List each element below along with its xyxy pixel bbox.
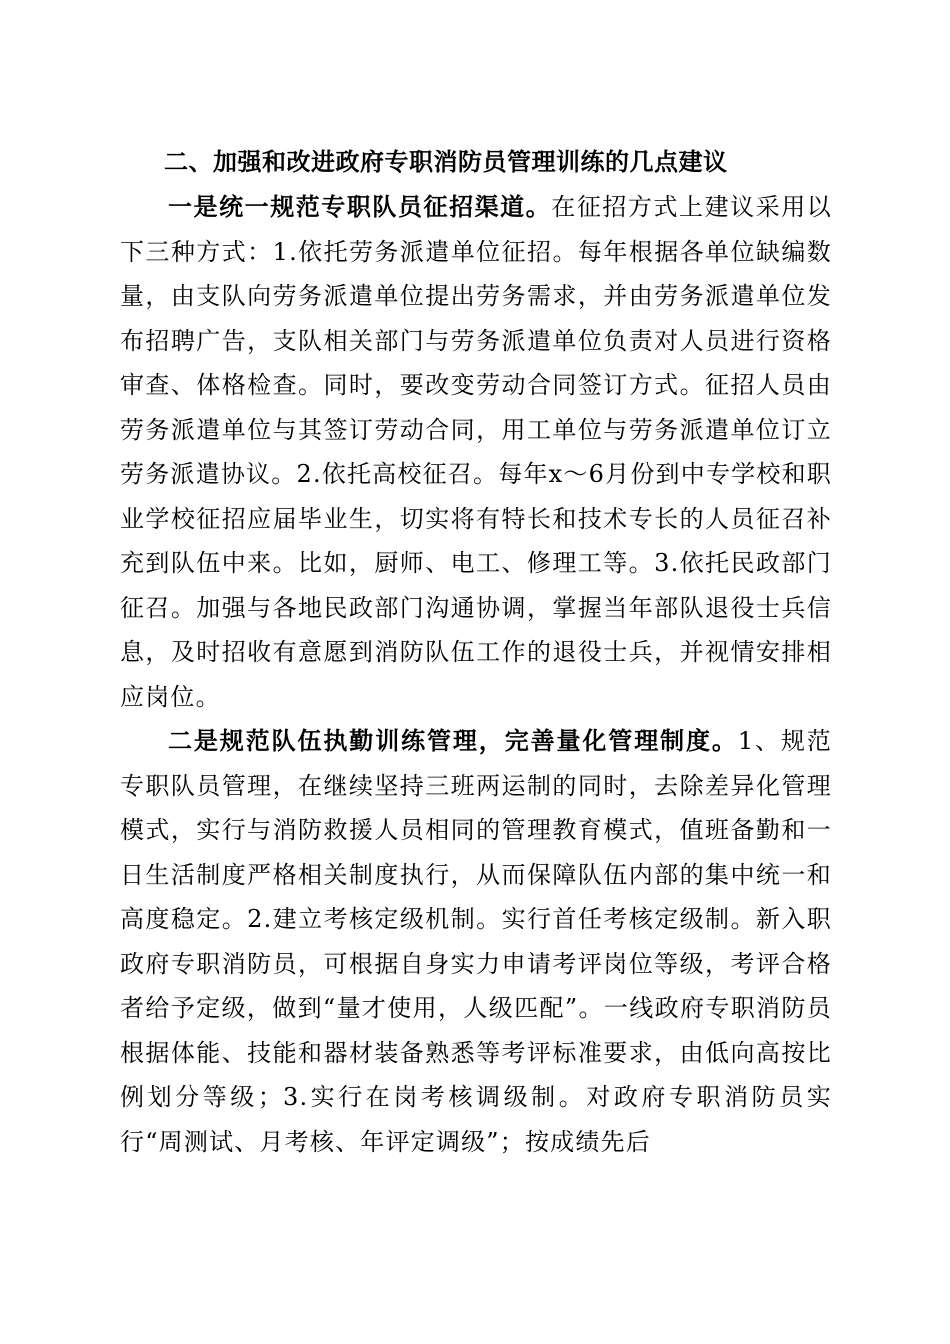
- paragraph-lead: 二是规范队伍执勤训练管理，完善量化管理制度。: [168, 727, 738, 755]
- paragraph-training-management: [120, 719, 832, 1164]
- paragraph-recruitment: [120, 185, 832, 719]
- paragraph-lead: 一是统一规范专职队员征招渠道。: [168, 193, 552, 221]
- paragraph-text: 在征招方式上建议采用以下三种方式：1.依托劳务派遣单位征招。每年根据各单位缺编数量，由支队向劳务派遣单位提出劳务需求，并由劳务派遣单位发布招聘广告，支队相关部门与劳务派遣单位负责对人员进行资格审查、体格检查。同时，要改变劳动合同签订方式。征招人员由劳务派遣单位与其签订劳动合同，用工单位与劳务派遣单位订立劳务派遣协议。2.依托高校征召。每年x～6月份到中专学校和职业学校征招应届毕业生，切实将有特长和技术专长的人员征召补充到队伍中来。比如，厨师、电工、修理工等。3.依托民政部门征召。加强与各地民政部门沟通协调，掌握当年部队退役士兵信息，及时招收有意愿到消防队伍工作的退役士兵，并视情安排相应岗位。: [120, 193, 832, 711]
- paragraph-text: 1、规范专职队员管理，在继续坚持三班两运制的同时，去除差异化管理模式，实行与消防救援人员相同的管理教育模式，值班备勤和一日生活制度严格相关制度执行，从而保障队伍内部的集中统一和高度稳定。2.建立考核定级机制。实行首任考核定级制。新入职政府专职消防员，可根据自身实力申请考评岗位等级，考评合格者给予定级，做到“量才使用，人级匹配”。一线政府专职消防员根据体能、技能和器材装备熟悉等考评标准要求，由低向高按比例划分等级；3.实行在岗考核调级制。对政府专职消防员实行“周测试、月考核、年评定调级”；按成绩先后: [120, 727, 832, 1156]
- document-body: [120, 140, 832, 1164]
- section-heading: 二、加强和改进政府专职消防员管理训练的几点建议: [164, 148, 728, 176]
